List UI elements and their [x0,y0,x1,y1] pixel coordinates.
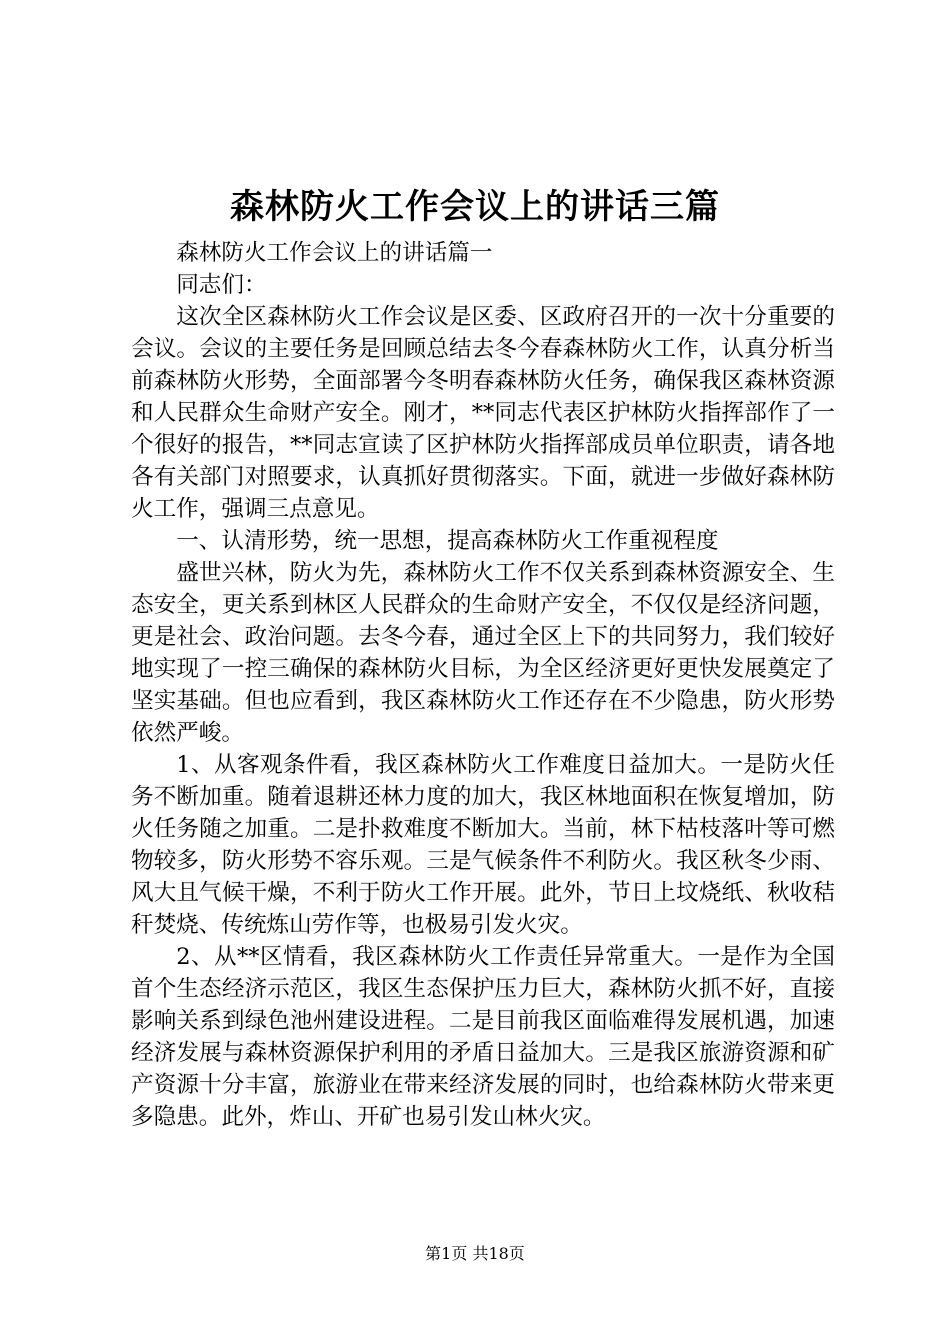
paragraph: 2、从**区情看，我区森林防火工作责任异常重大。一是作为全国首个生态经济示范区，我区生态保护压力巨大，森林防火抓不好，直接影响关系到绿色池州建设进程。二是目前我区面临难得发展机遇，加速经济发展与森林资源保护利用的矛盾日益加大。三是我区旅游资源和矿产资源十分丰富，旅游业在带来经济发展的同时，也给森林防火带来更多隐患。此外，炸山、开矿也易引发山林火灾。 [131,944,835,1130]
paragraph: 1、从客观条件看，我区森林防火工作难度日益加大。一是防火任务不断加重。随着退耕还林力度的加大，我区林地面积在恢复增加，防火任务随之加重。二是扑救难度不断加大。当前，林下枯枝落叶等可燃物较多，防火形势不容乐观。三是气候条件不利防火。我区秋冬少雨、风大且气候干燥，不利于防火工作开展。此外，节日上坟烧纸、秋收秸秆焚烧、传统炼山劳作等，也极易引发火灾。 [131,752,835,938]
paragraph: 这次全区森林防火工作会议是区委、区政府召开的一次十分重要的会议。会议的主要任务是回顾总结去冬今春森林防火工作，认真分析当前森林防火形势，全面部署今冬明春森林防火任务，确保我区森林资源和人民群众生命财产安全。刚才，**同志代表区护林防火指挥部作了一个很好的报告，**同志宣读了区护林防火指挥部成员单位职责，请各地各有关部门对照要求，认真抓好贯彻落实。下面，就进一步做好森林防火工作，强调三点意见。 [131,304,835,522]
subheading: 一、认清形势，统一思想，提高森林防火工作重视程度 [176,528,719,554]
section-heading: 森林防火工作会议上的讲话篇一 [176,240,493,266]
document-body [131,237,835,1133]
salutation: 同志们： [176,272,267,298]
page-footer: 第1页 共18页 [425,1244,525,1263]
paragraph: 盛世兴林，防火为先，森林防火工作不仅关系到森林资源安全、生态安全，更关系到林区人民群众的生命财产安全，不仅仅是经济问题，更是社会、政治问题。去冬今春，通过全区上下的共同努力，我们较好地实现了一控三确保的森林防火目标，为全区经济更好更快发展奠定了坚实基础。但也应看到，我区森林防火工作还存在不少隐患，防火形势依然严峻。 [131,560,835,746]
document-title: 森林防火工作会议上的讲话三篇 [230,187,720,227]
